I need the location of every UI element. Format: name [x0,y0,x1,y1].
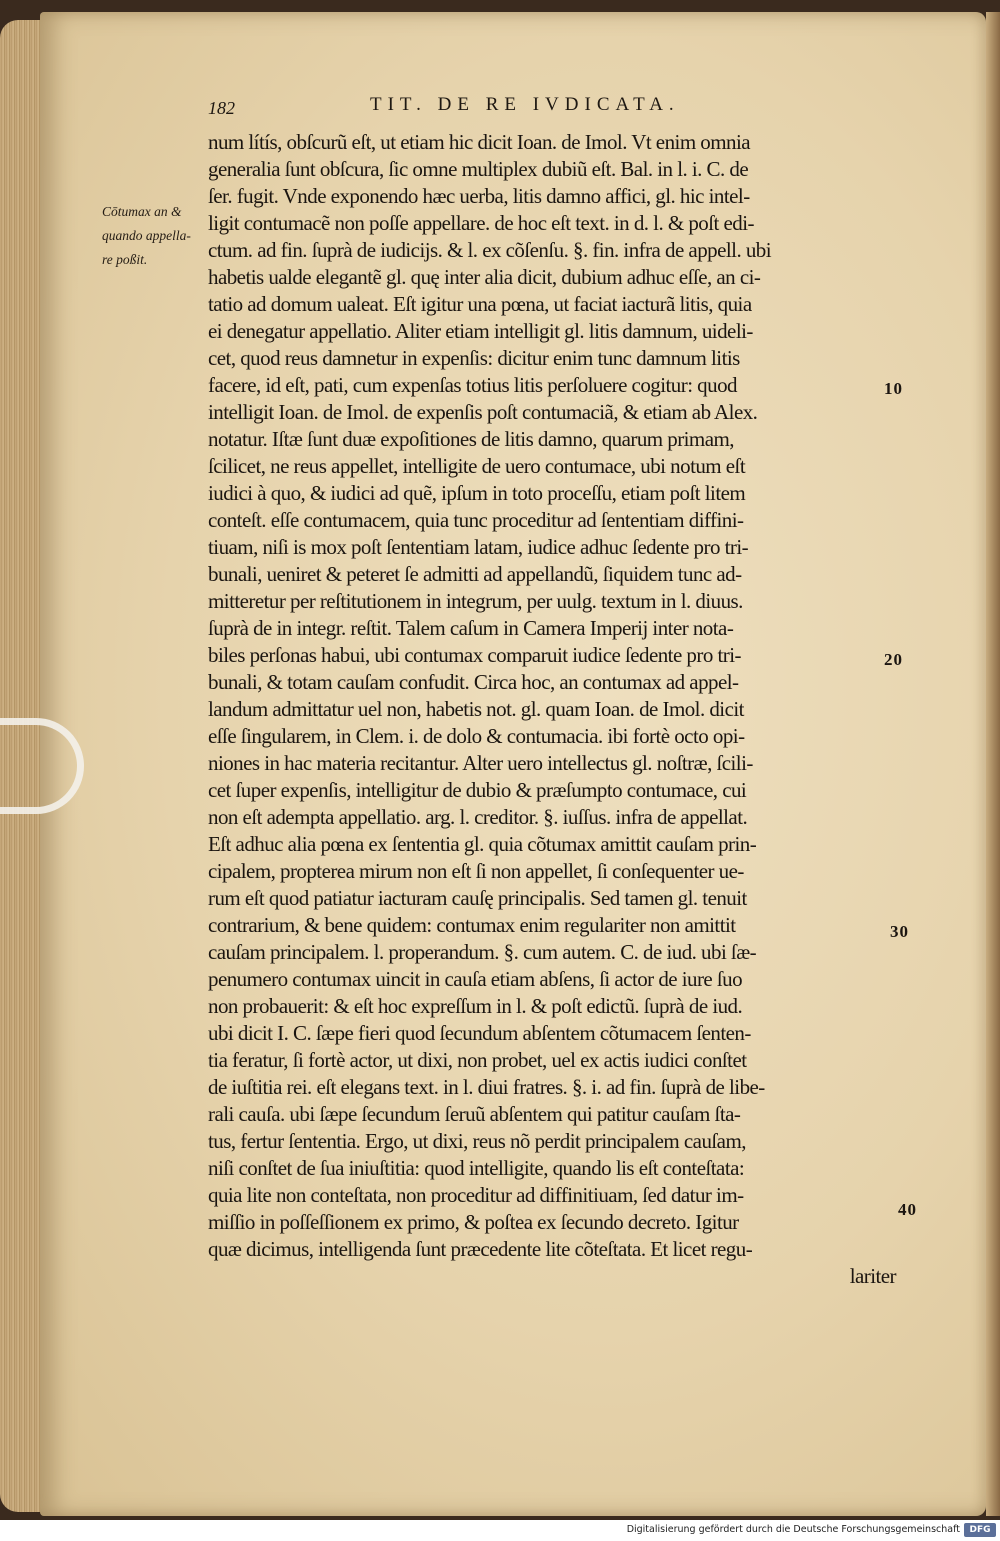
text-line: ctum. ad fin. ſuprà de iudicijs. & l. ex cõſenſu. §. fin. infra de appell. ubi [208,238,772,262]
text-line: cet, quod reus damnetur in expenſis: dicitur enim tunc damnum litis [208,346,740,370]
line-number-30: 30 [890,922,909,941]
text-line: quia lite non conteſtata, non proceditur ad diffinitiuam, ſed datur im- [208,1183,744,1207]
line-number-10: 10 [884,379,903,398]
text-line: de iuſtitia rei. eſt elegans text. in l. diui fratres. §. i. ad fin. ſuprà de libe- [208,1075,765,1099]
text-line: intelligit Ioan. de Imol. de expenſis poſt contumaciã, & etiam ab Alex. [208,400,758,424]
text-line: rum eſt quod patiatur iacturam cauſę principalis. Sed tamen gl. tenuit [208,886,747,910]
text-line: quæ dicimus, intelligenda ſunt præcedente lite cõteſtata. Et licet regu- [208,1237,753,1261]
dfg-logo: DFG [964,1523,996,1537]
text-line: cauſam principalem. l. properandum. §. cum autem. C. de iud. ubi ſæ- [208,940,757,964]
text-line: mitteretur per reſtitutionem in integrum, per uulg. textum in l. diuus. [208,589,743,613]
running-head [200,90,900,120]
text-line: landum admittatur uel non, habetis not. gl. quam Ioan. de Imol. dicit [208,697,744,721]
text-line: tia feratur, ſi fortè actor, ut dixi, non probet, uel ex actis iudici conſtet [208,1048,747,1072]
text-line: ligit contumacẽ non poſſe appellare. de hoc eſt text. in d. l. & poſt edi- [208,211,754,235]
text-line: ei denegatur appellatio. Aliter etiam intelligit gl. litis damnum, uideli- [208,319,753,343]
text-line: rali cauſa. ubi ſæpe ſecundum ſeruũ abſentem qui patitur cauſam ſta- [208,1102,741,1126]
funding-credit: Digitalisierung gefördert durch die Deutsche Forschungsgemeinschaft [626,1524,960,1535]
text-line: ſer. fugit. Vnde exponendo hæc uerba, litis damno affici, gl. hic intel- [208,184,750,208]
text-line: cipalem, propterea mirum non eſt ſi non appellet, ſi conſequenter ue- [208,859,744,883]
text-line: iudici à quo, & iudici ad quẽ, ipſum in toto proceſſu, etiam poſt litem [208,481,746,505]
line-number-40: 40 [898,1200,917,1219]
text-line: tus, fertur ſententia. Ergo, ut dixi, reus nõ perdit principalem cauſam, [208,1129,746,1153]
text-line: penumero contumax uincit in cauſa etiam abſens, ſi actor de iure ſuo [208,967,743,991]
marginal-note-line: re poßit. [102,252,148,267]
text-line: contrarium, & bene quidem: contumax enim regulariter non amittit [208,913,736,937]
line-number-20: 20 [884,650,903,669]
text-line: ſuprà de in integr. reſtit. Talem caſum in Camera Imperij inter nota- [208,616,734,640]
text-line: habetis ualde elegantẽ gl. quę inter alia dicit, dubium adhuc eſſe, an ci- [208,265,761,289]
text-line: tiuam, niſi is mox poſt ſententiam latam, iudice adhuc ſedente pro tri- [208,535,749,559]
body-text [208,129,896,1290]
text-line: non eſt adempta appellatio. arg. l. creditor. §. iuſſus. infra de appellat. [208,805,748,829]
marginal-note [102,200,208,272]
text-line: bunali, ueniret & peteret ſe admitti ad appellandũ, ſiquidem tunc ad- [208,562,742,586]
text-line: bunali, & totam cauſam confudit. Circa hoc, an contumax ad appel- [208,670,739,694]
digitization-footer [0,1520,1000,1541]
text-line: biles perſonas habui, ubi contumax comparuit iudice ſedente pro tri- [208,643,741,667]
text-line: num lítís, obſcurũ eſt, ut etiam hic dicit Ioan. de Imol. Vt enim omnia [208,130,751,154]
text-line: cet ſuper expenſis, intelligitur de dubio & præſumpto contumace, cui [208,778,747,802]
text-line: generalia ſunt obſcura, ſic omne multiplex dubiũ eſt. Bal. in l. i. C. de [208,157,749,181]
running-title: TIT. DE RE IVDICATA. [370,94,680,115]
text-line: facere, id eſt, pati, cum expenſas totius litis perſoluere cogitur: quod [208,373,737,397]
text-line: ſcilicet, ne reus appellet, intelligite de uero contumace, ubi notum eſt [208,454,746,478]
text-line: tatio ad domum ualeat. Eſt igitur una pœna, ut faciat iacturã litis, quia [208,292,752,316]
text-line: Eſt adhuc alia pœna ex ſententia gl. quia cõtumax amittit cauſam prin- [208,832,757,856]
page-gutter-edge [986,12,1000,1516]
text-line: notatur. Iſtæ ſunt duæ expoſitiones de litis damno, quarum primam, [208,427,734,451]
text-line: non probauerit: & eſt hoc expreſſum in l. & poſt edictũ. ſuprà de iud. [208,994,743,1018]
page-number: 182 [208,98,235,118]
text-line: niſi conſtet de ſua iniuſtitia: quod intelligite, quando lis eſt conteſtata: [208,1156,745,1180]
text-line: niones in hac materia recitantur. Alter uero intellectus gl. noſtræ, ſcili- [208,751,753,775]
text-line: conteſt. eſſe contumacem, quia tunc proceditur ad ſententiam diffini- [208,508,744,532]
marginal-note-line: quando appella- [102,228,191,243]
text-line: ubi dicit I. C. ſæpe fieri quod ſecundum abſentem cõtumacem ſenten- [208,1021,751,1045]
text-line: eſſe ſingularem, in Clem. i. de dolo & contumacia. ibi fortè octo opi- [208,724,745,748]
marginal-note-line: Cōtumax an & [102,204,182,219]
text-line: lariter [849,1264,896,1288]
text-line: miſſio in poſſeſſionem ex primo, & poſtea ex ſecundo decreto. Igitur [208,1210,739,1234]
